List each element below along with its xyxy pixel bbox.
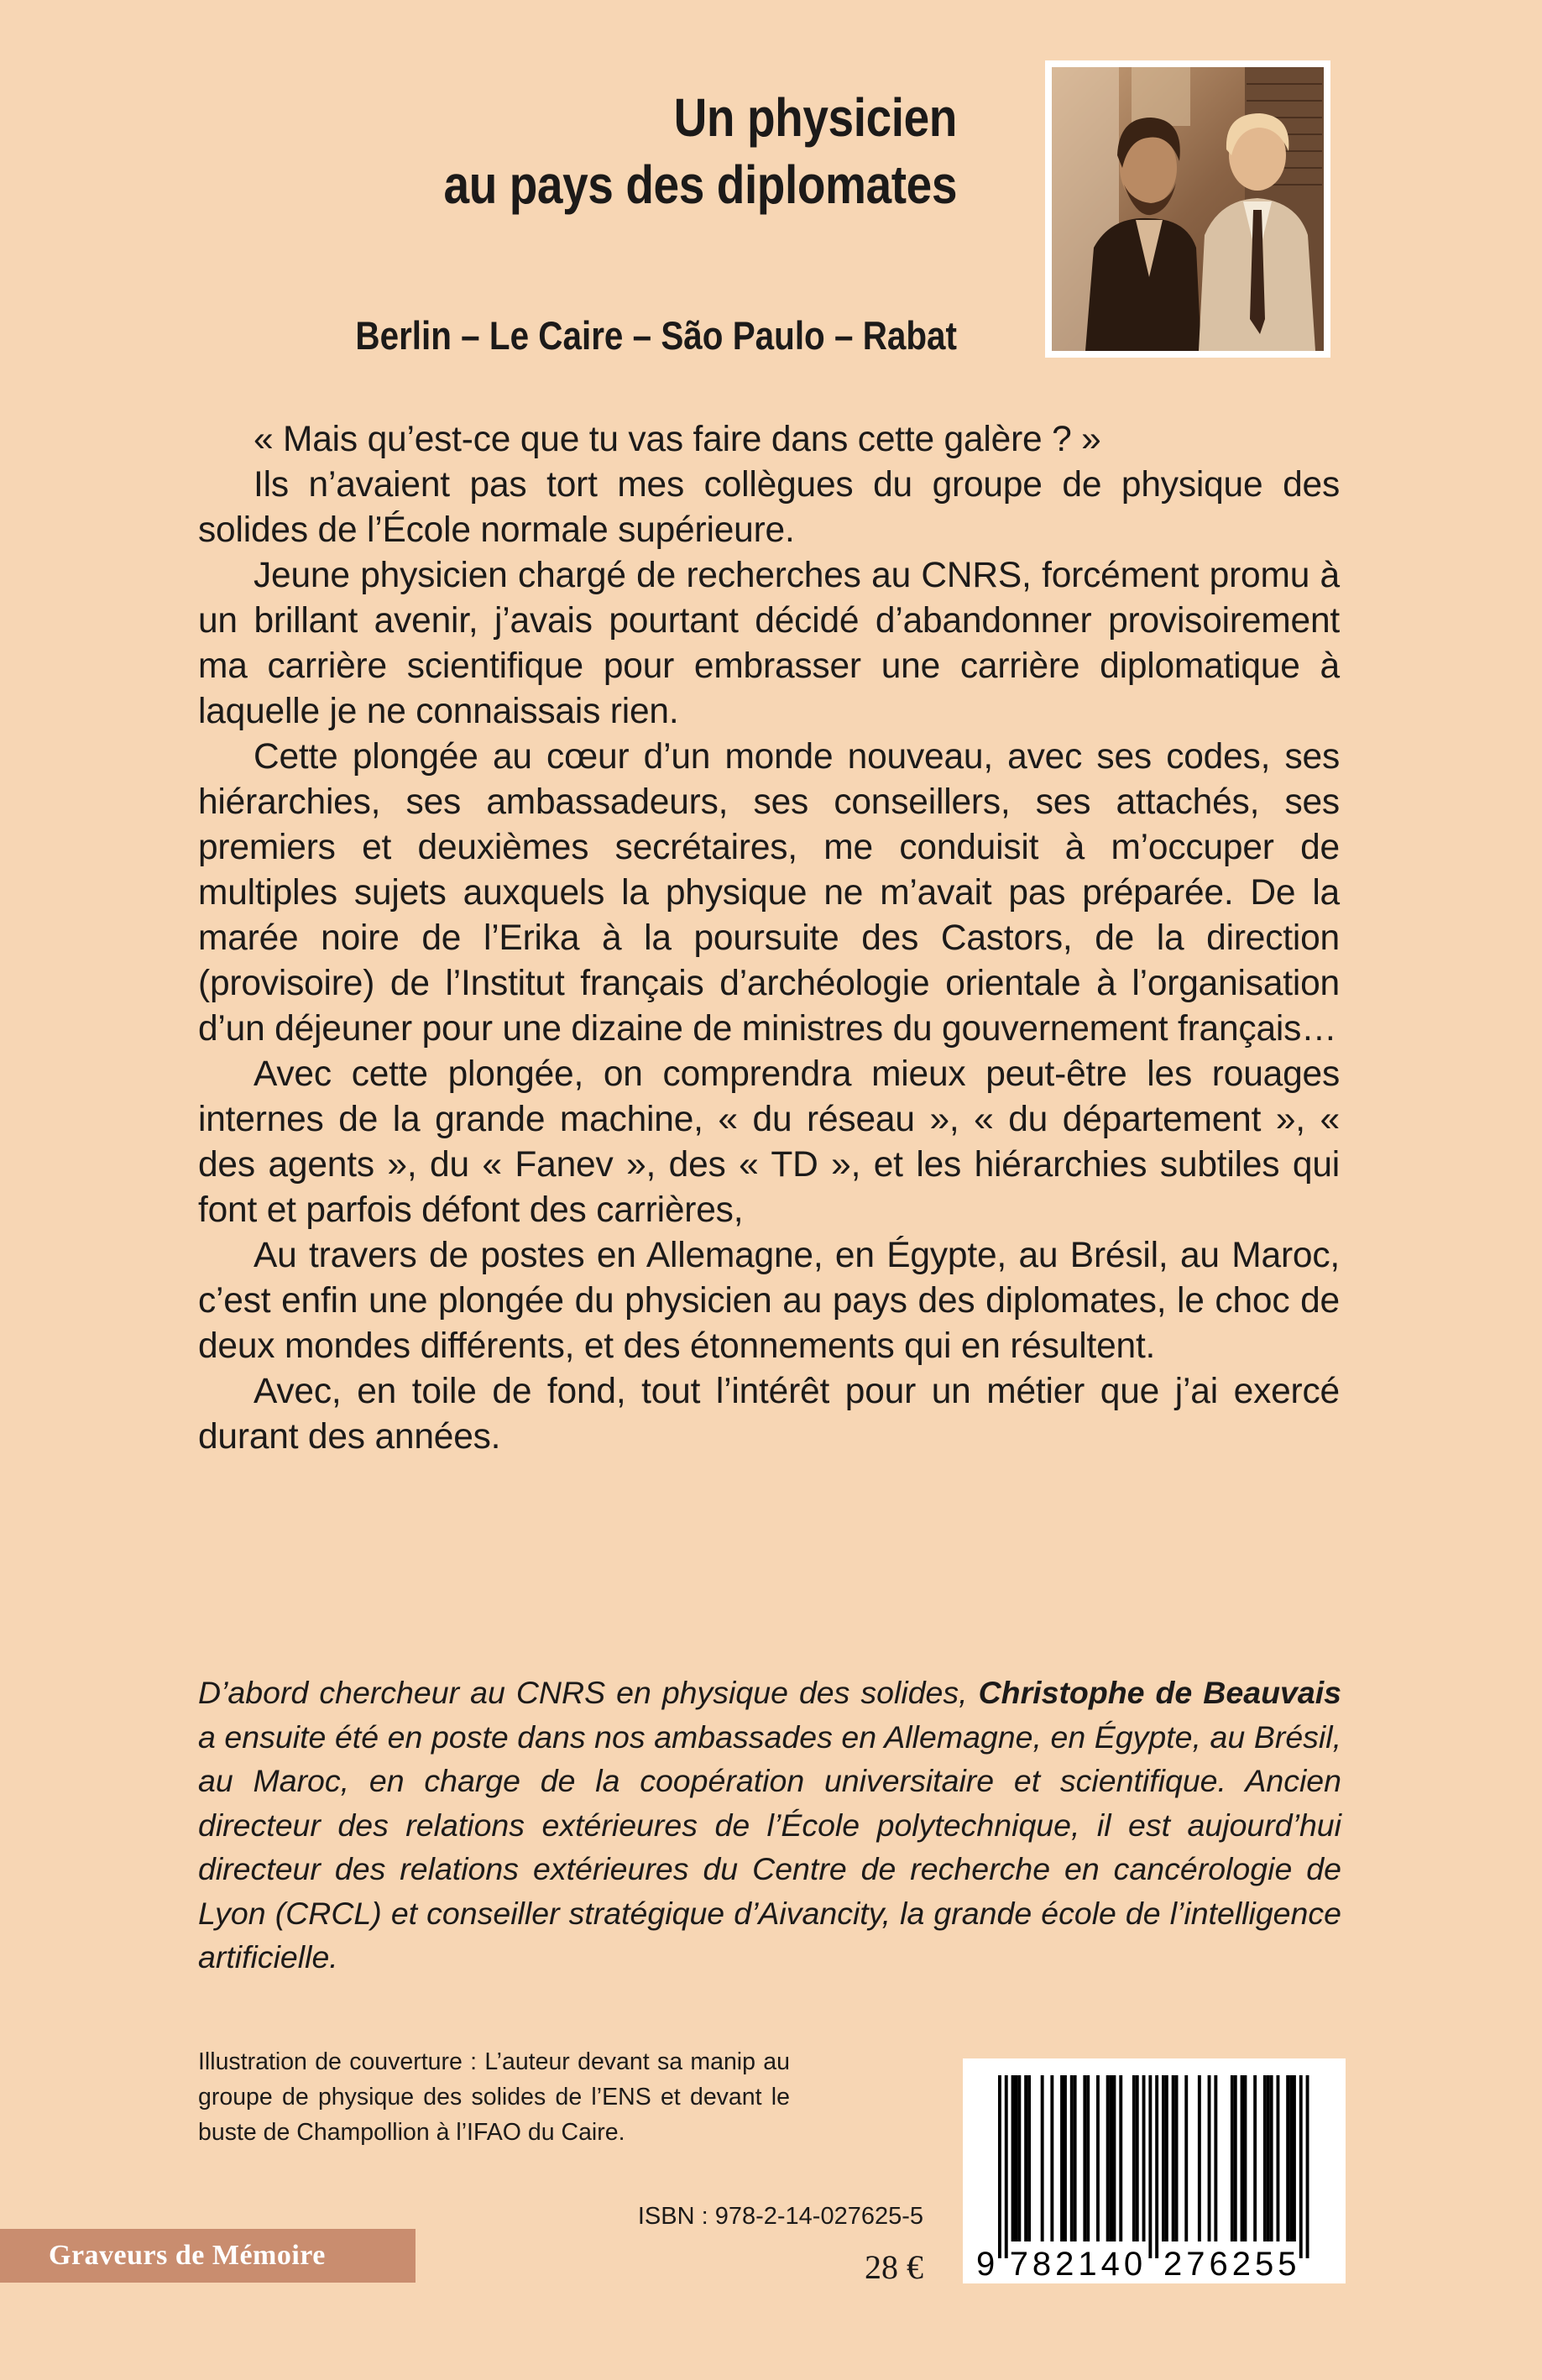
barcode-bar <box>1175 2075 1179 2241</box>
barcode-bar <box>1244 2075 1247 2241</box>
barcode-bar <box>1041 2075 1044 2241</box>
author-name: Christophe de Beauvais <box>978 1675 1341 1710</box>
author-bio <box>198 1671 1341 1980</box>
barcode-bar <box>1299 2075 1303 2258</box>
barcode-bar <box>1286 2075 1289 2241</box>
barcode-digits-left: 782140 <box>1009 2246 1147 2283</box>
blurb-paragraph: « Mais qu’est-ce que tu vas faire dans cette galère ? » <box>254 420 1101 459</box>
barcode-bar <box>1277 2075 1280 2241</box>
blurb-paragraph: Au travers de postes en Allemagne, en Égypte, au Brésil, au Maroc, c’est enfin une plongée du physicien au pays des diplomates, le choc de deux mondes différents, et des étonnements qui en résultent. <box>198 1236 1340 1366</box>
barcode-bar <box>1208 2075 1211 2241</box>
barcode-bar <box>1198 2075 1201 2241</box>
barcode <box>963 2058 1346 2283</box>
barcode-bar <box>1214 2075 1217 2241</box>
barcode-bar <box>1267 2075 1270 2241</box>
barcode-bar <box>1136 2075 1139 2241</box>
title-line-2: au pays des diplomates <box>443 154 957 215</box>
barcode-bar <box>1293 2075 1296 2241</box>
barcode-bar <box>1184 2075 1188 2241</box>
barcode-bar <box>1086 2075 1090 2241</box>
publisher-band: Graveurs de Mémoire <box>0 2229 416 2283</box>
barcode-bar <box>1162 2075 1165 2241</box>
bio-text-before: D’abord chercheur au CNRS en physique des solides, <box>198 1675 979 1710</box>
book-title <box>315 84 957 218</box>
barcode-icon <box>963 2058 1346 2283</box>
barcode-bar <box>998 2075 1001 2258</box>
barcode-digit-lead: 9 <box>976 2246 1000 2283</box>
back-cover-blurb <box>198 417 1340 1460</box>
barcode-bar <box>1024 2075 1027 2241</box>
barcode-bar <box>1050 2075 1053 2241</box>
barcode-bar <box>1241 2075 1244 2241</box>
barcode-bar <box>1070 2075 1074 2241</box>
barcode-bar <box>1119 2075 1122 2241</box>
barcode-bar <box>1017 2075 1021 2241</box>
title-line-1: Un physicien <box>673 87 957 148</box>
barcode-bar <box>1106 2075 1110 2241</box>
barcode-bar <box>1132 2075 1136 2241</box>
barcode-bar <box>1060 2075 1064 2241</box>
price: 28 € <box>865 2248 923 2286</box>
cover-illustration-credit: Illustration de couverture : L’auteur devant sa manip au groupe de physique des solides de l’ENS et devant le buste de Champollion à l’IFAO du Caire. <box>198 2048 790 2146</box>
barcode-bar <box>1027 2075 1031 2241</box>
barcode-bar <box>1005 2075 1008 2258</box>
barcode-bar <box>1113 2075 1116 2241</box>
barcode-bar <box>1165 2075 1168 2241</box>
barcode-bar <box>1083 2075 1086 2241</box>
blurb-paragraph: Avec, en toile de fond, tout l’intérêt pour un métier que j’ai exercé durant des années. <box>198 1372 1340 1457</box>
barcode-bar <box>1148 2075 1152 2258</box>
book-subtitle: Berlin – Le Caire – São Paulo – Rabat <box>355 313 957 358</box>
barcode-bar <box>1253 2075 1257 2241</box>
barcode-bar <box>1172 2075 1175 2241</box>
barcode-bar <box>1064 2075 1067 2241</box>
blurb-paragraph: Jeune physicien chargé de recherches au CNRS, forcément promu à un brillant avenir, j’avais pourtant décidé d’abandonner provisoirement ma carrière scientifique pour embrasser une carrière diplomatique à laquelle je ne connaissais rien. <box>198 556 1340 731</box>
barcode-bar <box>1270 2075 1273 2241</box>
barcode-bar <box>1289 2075 1293 2241</box>
barcode-bar <box>1306 2075 1309 2258</box>
cover-photo-two-men-icon <box>1052 67 1324 351</box>
blurb-paragraph: Avec cette plongée, on comprendra mieux peut-être les rouages internes de la grande machine, « du réseau », « du département », « des agents », du « Fanev », des « TD », et les hiérarchies subtiles qui font et parfois défont des carrières, <box>198 1054 1340 1230</box>
barcode-bar <box>1074 2075 1077 2241</box>
barcode-bar <box>1015 2075 1018 2241</box>
barcode-bar <box>1096 2075 1100 2241</box>
barcode-bar <box>1263 2075 1267 2241</box>
blurb-paragraph: Cette plongée au cœur d’un monde nouveau, avec ses codes, ses hiérarchies, ses ambassadeurs, ses conseillers, ses attachés, ses premiers et deuxièmes secrétaires, me conduisit à m’occuper de multiples sujets auxquels la physique ne m’avait pas préparée. De la marée noire de l’Erika à la poursuite des Castors, de la direction (provisoire) de l’Institut français d’archéologie orientale à l’organisation d’un déjeuner pour une dizaine de ministres du gouvernement français… <box>198 737 1340 1049</box>
bio-text-after: a ensuite été en poste dans nos ambassades en Allemagne, en Égypte, au Brésil, au Maroc, en charge de la coopération universitaire et scientifique. Ancien directeur des relations extérieures de l’École polytechnique, il est aujourd’hui directeur des relations extérieures du Centre de recherche en cancérologie de Lyon (CRCL) et conseiller stratégique d’Aivancity, la grande école de l’intelligence artificielle. <box>198 1718 1341 1975</box>
barcode-bar <box>1234 2075 1237 2241</box>
blurb-paragraph: Ils n’avaient pas tort mes collègues du groupe de physique des solides de l’École normale supérieure. <box>198 465 1340 550</box>
barcode-bar <box>1155 2075 1158 2258</box>
isbn: ISBN : 978-2-14-027625-5 <box>637 2203 923 2230</box>
barcode-bar <box>1231 2075 1234 2241</box>
barcode-bar <box>1110 2075 1113 2241</box>
barcode-bar <box>1142 2075 1146 2241</box>
barcode-bar <box>1011 2075 1015 2241</box>
author-photo <box>1045 60 1330 358</box>
barcode-digits-right: 276255 <box>1163 2246 1301 2283</box>
